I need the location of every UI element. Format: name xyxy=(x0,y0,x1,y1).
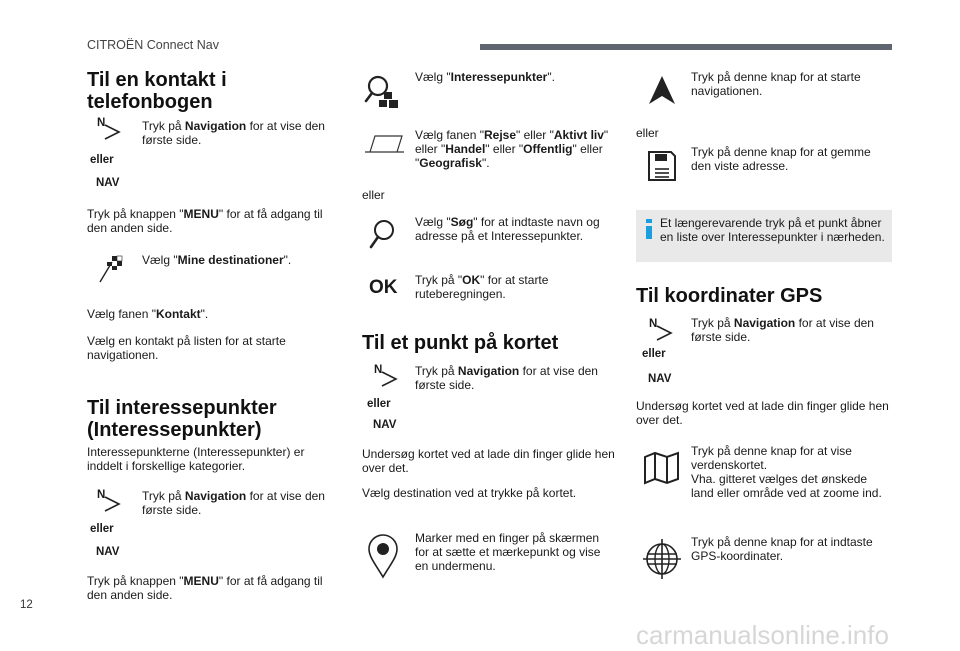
nav-button-label: NAV xyxy=(373,419,397,431)
nav-button-label: NAV xyxy=(96,546,120,558)
header-title: CITROËN Connect Nav xyxy=(87,38,219,52)
nav-icon-group xyxy=(90,117,135,189)
world-map-text: Tryk på denne knap for at vise verdenskortet. Vha. gitteret vælges det ønskede land eller område ved at zoome ind. xyxy=(691,444,882,500)
nav-icon-group xyxy=(642,318,687,388)
page-number: 12 xyxy=(20,599,33,611)
heading-poi: Til interessepunkter (Interessepunkter) xyxy=(87,397,277,441)
contact-nav-text: Tryk på Navigation for at vise den første side. xyxy=(142,119,325,147)
nav-eller-label: eller xyxy=(367,398,391,410)
nav-button-label: NAV xyxy=(96,177,120,189)
point-select-text: Vælg destination ved at trykke på kortet. xyxy=(362,486,577,500)
navigation-arrow-icon xyxy=(101,493,123,515)
gps-explore-text: Undersøg kortet ved at lade din finger glide hen over det. xyxy=(636,399,889,427)
point-marker-text: Marker med en finger på skærmen for at sætte et mærkepunkt og vise en undermenu. xyxy=(415,531,601,573)
save-icon xyxy=(647,150,677,182)
start-nav-text: Tryk på denne knap for at starte navigationen. xyxy=(691,70,861,98)
map-pin-icon xyxy=(366,533,400,579)
navigation-arrow-icon xyxy=(378,368,400,390)
contact-fanen-text: Vælg fanen "Kontakt". xyxy=(87,307,209,321)
poi-menu-text: Tryk på knappen "MENU" for at få adgang til den anden side. xyxy=(87,574,323,602)
watermark: carmanualsonline.info xyxy=(636,620,889,650)
heading-contact: Til en kontakt i telefonbogen xyxy=(87,69,227,113)
poi-nav-text: Tryk på Navigation for at vise den første side. xyxy=(142,489,325,517)
contact-mine-text: Vælg "Mine destinationer". xyxy=(142,253,292,267)
search-icon xyxy=(368,218,398,254)
nav-eller-label: eller xyxy=(642,348,666,360)
contact-select-text: Vælg en kontakt på listen for at starte navigationen. xyxy=(87,334,286,362)
navigation-arrow-icon xyxy=(653,322,675,344)
gps-coords-text: Tryk på denne knap for at indtaste GPS-koordinater. xyxy=(691,535,873,563)
nav-icon-group xyxy=(367,364,412,434)
navigation-arrow-icon xyxy=(101,121,123,143)
globe-icon xyxy=(643,539,681,579)
world-map-icon xyxy=(643,449,681,485)
eller-text: eller xyxy=(636,126,659,140)
sog-text: Vælg "Søg" for at indtaste navn og adresse på et Interessepunkter. xyxy=(415,215,600,243)
header-bar xyxy=(480,44,892,50)
heading-gps: Til koordinater GPS xyxy=(636,285,823,307)
info-text: Et længerevarende tryk på et punkt åbner en liste over Interessepunkter i nærheden. xyxy=(660,216,885,244)
nav-letter: N xyxy=(97,489,106,501)
nav-icon-group xyxy=(90,489,135,559)
point-nav-text: Tryk på Navigation for at vise den første side. xyxy=(415,364,598,392)
poi-intro-text: Interessepunkterne (Interessepunkter) er inddelt i forskellige kategorier. xyxy=(87,445,305,473)
info-icon xyxy=(646,219,652,239)
ok-button-label: OK xyxy=(369,277,398,298)
nav-eller-label: eller xyxy=(90,523,114,535)
heading-point-on-map: Til et punkt på kortet xyxy=(362,332,559,354)
contact-menu-text: Tryk på knappen "MENU" for at få adgang til den anden side. xyxy=(87,207,323,235)
ok-text: Tryk på "OK" for at starte ruteberegningen. xyxy=(415,273,549,301)
nav-button-label: NAV xyxy=(648,373,672,385)
nav-letter: N xyxy=(374,364,383,376)
point-explore-text: Undersøg kortet ved at lade din finger glide hen over det. xyxy=(362,447,615,475)
nav-eller-label: eller xyxy=(90,154,114,166)
poi-search-icon xyxy=(364,74,402,112)
save-text: Tryk på denne knap for at gemme den viste adresse. xyxy=(691,145,871,173)
gps-nav-text: Tryk på Navigation for at vise den første side. xyxy=(691,316,874,344)
tab-folder-icon xyxy=(364,134,406,154)
eller-text: eller xyxy=(362,188,385,202)
start-navigation-arrow-icon xyxy=(647,74,677,106)
poi-select-text: Vælg "Interessepunkter". xyxy=(415,70,555,84)
checkered-flag-icon xyxy=(100,256,124,282)
nav-letter: N xyxy=(97,117,106,129)
nav-letter: N xyxy=(649,318,658,330)
poi-tabs-text: Vælg fanen "Rejse" eller "Aktivt liv" eller "Handel" eller "Offentlig" eller "Geografisk". xyxy=(415,128,609,170)
